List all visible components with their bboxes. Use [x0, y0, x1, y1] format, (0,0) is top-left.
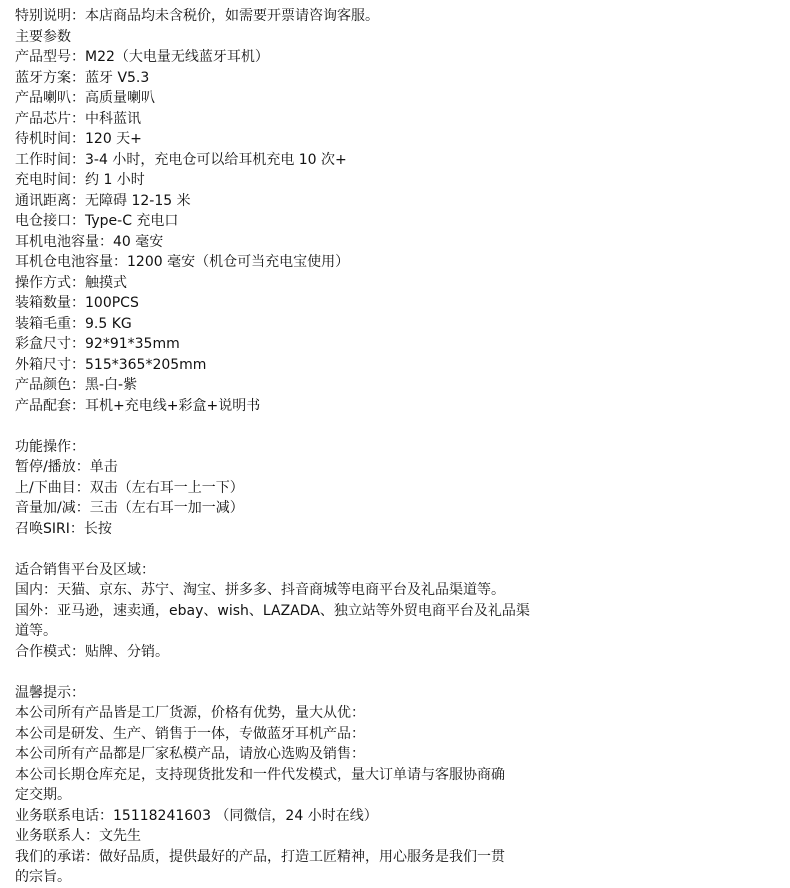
function-play-pause: 暂停/播放：单击: [15, 459, 118, 475]
product-description: [15, 6, 575, 888]
contact-person: 业务联系人：文先生: [15, 828, 141, 844]
section-spacer: [15, 662, 575, 683]
param-operation: 操作方式：触摸式: [15, 274, 127, 291]
promise-text: 我们的承诺：做好品质，提供最好的产品，打造工匠精神，用心服务是我们一贯: [15, 848, 505, 865]
function-track: 上/下曲目：双击（左右耳一上一下）: [15, 479, 244, 496]
param-range: 通讯距离：无障碍 12-15 米: [15, 192, 191, 209]
param-colors: 产品颜色：黑-白-紫: [15, 377, 138, 393]
function-volume: 音量加/减：三击（左右耳一加一减）: [15, 500, 244, 516]
platforms-heading: 适合销售平台及区域：: [15, 561, 155, 578]
section-spacer: [15, 416, 575, 437]
param-carton-size: 外箱尺寸：515*365*205mm: [15, 356, 207, 373]
function-siri: 召唤SIRI：长按: [15, 520, 112, 537]
param-pack-weight: 装箱毛重：9.5 KG: [15, 315, 132, 332]
param-port: 电仓接口：Type-C 充电口: [15, 213, 179, 229]
tip-factory-source: 本公司所有产品皆是工厂货源，价格有优势，量大从优：: [15, 705, 365, 721]
cooperation-mode: 合作模式：贴牌、分销。: [15, 643, 169, 660]
functions-heading: 功能操作：: [15, 438, 85, 455]
notice-text: 特别说明：本店商品均未含税价，如需要开票请咨询客服。: [15, 8, 379, 24]
platforms-overseas-cont: 道等。: [15, 623, 57, 639]
param-case-battery: 耳机仓电池容量：1200 毫安（机仓可当充电宝使用）: [15, 254, 350, 270]
tip-warehouse: 本公司长期仓库充足，支持现货批发和一件代发模式，量大订单请与客服协商确: [15, 766, 505, 783]
param-charge-time: 充电时间：约 1 小时: [15, 172, 145, 188]
promise-text-cont: 的宗旨。: [15, 869, 71, 885]
contact-phone: 业务联系电话：15118241603 （同微信，24 小时在线）: [15, 807, 378, 824]
param-earbud-battery: 耳机电池容量：40 毫安: [15, 233, 164, 250]
param-working-time: 工作时间：3-4 小时，充电仓可以给耳机充电 10 次+: [15, 151, 347, 168]
tips-heading: 温馨提示：: [15, 684, 85, 701]
tip-private-mold: 本公司所有产品都是厂家私模产品，请放心选购及销售：: [15, 746, 365, 762]
param-box-size: 彩盒尺寸：92*91*35mm: [15, 336, 180, 352]
param-pack-qty: 装箱数量：100PCS: [15, 295, 139, 311]
platforms-domestic: 国内：天猫、京东、苏宁、淘宝、拼多多、抖音商城等电商平台及礼品渠道等。: [15, 582, 505, 598]
platforms-overseas: 国外：亚马逊，速卖通，ebay、wish、LAZADA、独立站等外贸电商平台及礼品渠: [15, 602, 530, 619]
params-heading: 主要参数: [15, 28, 71, 45]
param-accessories: 产品配套：耳机+充电线+彩盒+说明书: [15, 397, 261, 414]
tip-warehouse-cont: 定交期。: [15, 787, 71, 803]
param-bluetooth: 蓝牙方案：蓝牙 V5.3: [15, 69, 150, 86]
section-spacer: [15, 539, 575, 560]
param-model: 产品型号：M22（大电量无线蓝牙耳机）: [15, 49, 269, 65]
tip-rd-production: 本公司是研发、生产、销售于一体，专做蓝牙耳机产品：: [15, 725, 365, 742]
param-standby: 待机时间：120 天+: [15, 131, 142, 147]
param-chip: 产品芯片：中科蓝讯: [15, 110, 141, 127]
param-speaker: 产品喇叭：高质量喇叭: [15, 90, 155, 106]
